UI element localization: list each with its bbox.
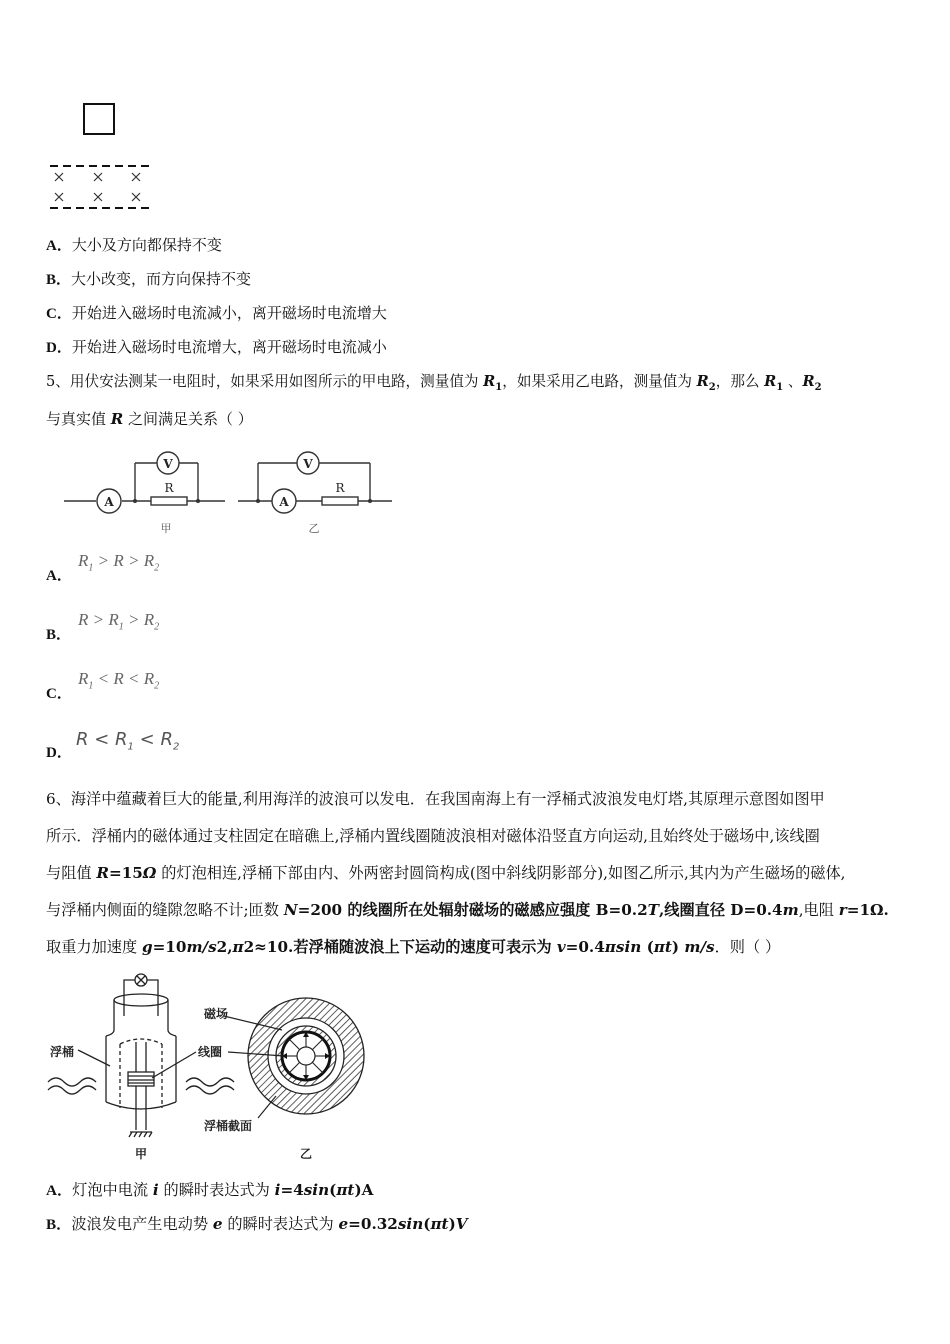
square-loop [84,104,114,134]
q4-option-a[interactable] [46,234,222,257]
circuit-jia [64,452,225,513]
q4-option-d[interactable] [46,336,387,359]
q5-stem-line1: 5、用伏安法测某一电阻时，如果采用如图所示的甲电路，测量值为 $R_1$，如果采用乙电路，测量值为 $R_2$，那么 $R_1$ 、$R_2$ [46,373,822,393]
option-letter: A． [46,238,72,254]
q5-option-b[interactable] [46,623,71,646]
option-text: 开始进入磁场时电流减小，离开磁场时电流增大 [71,304,387,322]
resistor-label: R [164,481,174,495]
ammeter-label: A [104,495,114,509]
circuit-yi [238,452,392,513]
option-letter: A． [46,568,72,584]
option-letter: B． [46,627,72,643]
option-letter: D． [46,340,72,356]
q5-circuit-figure [60,446,400,538]
resistor-label: R [335,481,345,495]
label-jia: 甲 [134,1147,148,1161]
q6-stem-line3: 与阻值 R=15Ω 的灯泡相连,浮桶下部由内、外两密封圆筒构成(图中斜线阴影部分),如图乙所示,其内为产生磁场的磁体, [46,864,846,882]
circuit-jia-label: 甲 [160,522,172,535]
q4-option-c[interactable] [46,302,387,325]
option-letter: B． [46,1216,72,1233]
label-section: 浮桶截面 [204,1119,253,1133]
q5-option-d-expr: $R < R_1 < R_2$ [76,729,180,753]
q5-option-c[interactable] [46,682,72,705]
q6-stem-line5: 取重力加速度 g=10m/s2,π2≈10.若浮桶随波浪上下运动的速度可表示为 v=0.4πsin (πt) m/s．则（ ） [46,938,781,956]
q6-stem-line2: 所示．浮桶内的磁体通过支柱固定在暗礁上,浮桶内置线圈随波浪相对磁体沿竖直方向运动,且始终处于磁场中,该线圈 [46,827,820,845]
label-yi: 乙 [299,1147,313,1161]
q4-option-b[interactable] [46,268,251,291]
q5-option-a[interactable] [46,564,72,587]
q5-option-d[interactable] [46,741,72,764]
q6-figure [44,970,374,1166]
q5-option-b-expr: $R > R_1 > R_2$ [78,610,160,633]
voltmeter-label: V [163,457,173,471]
voltmeter-label: V [303,457,313,471]
option-text: 开始进入磁场时电流增大，离开磁场时电流减小 [71,338,387,356]
option-text: 大小改变，而方向保持不变 [71,270,252,288]
circuit-yi-label: 乙 [308,522,320,535]
q5-stem-line2: 与真实值 R 之间满足关系（ ） [46,410,253,428]
q6-option-a[interactable]: A．灯泡中电流 i 的瞬时表达式为 i=4sin(πt)A [46,1181,374,1199]
option-letter: D． [46,745,72,761]
q5-option-c-expr: $R_1 < R < R_2$ [78,669,160,692]
option-letter: C． [46,306,72,322]
option-letter: C． [46,686,72,702]
label-field: 磁场 [204,1007,229,1021]
ammeter-label: A [279,495,289,509]
q6-stem-line4: 与浮桶内侧面的缝隙忽略不计;匝数 N=200 的线圈所在处辐射磁场的磁感应强度 B=0.2T,线圈直径 D=0.4m,电阻 r=1Ω. [46,901,889,919]
option-letter: A． [46,1182,73,1199]
q4-figure [46,98,166,214]
option-letter: B． [46,272,72,288]
label-float: 浮桶 [50,1045,75,1059]
label-coil: 线圈 [198,1045,223,1059]
cross-section-diagram [224,998,364,1118]
option-text: 大小及方向都保持不变 [71,236,222,254]
q5-option-a-expr: $R_1 > R > R_2$ [78,551,160,574]
field-cross-marks [55,173,140,201]
q6-option-b[interactable]: B．波浪发电产生电动势 e 的瞬时表达式为 e=0.32sin(πt)V [46,1215,468,1233]
q6-stem-line1: 6、海洋中蕴藏着巨大的能量,利用海洋的波浪可以发电．在我国南海上有一浮桶式波浪发电灯塔,其原理示意图如图甲 [46,790,825,808]
